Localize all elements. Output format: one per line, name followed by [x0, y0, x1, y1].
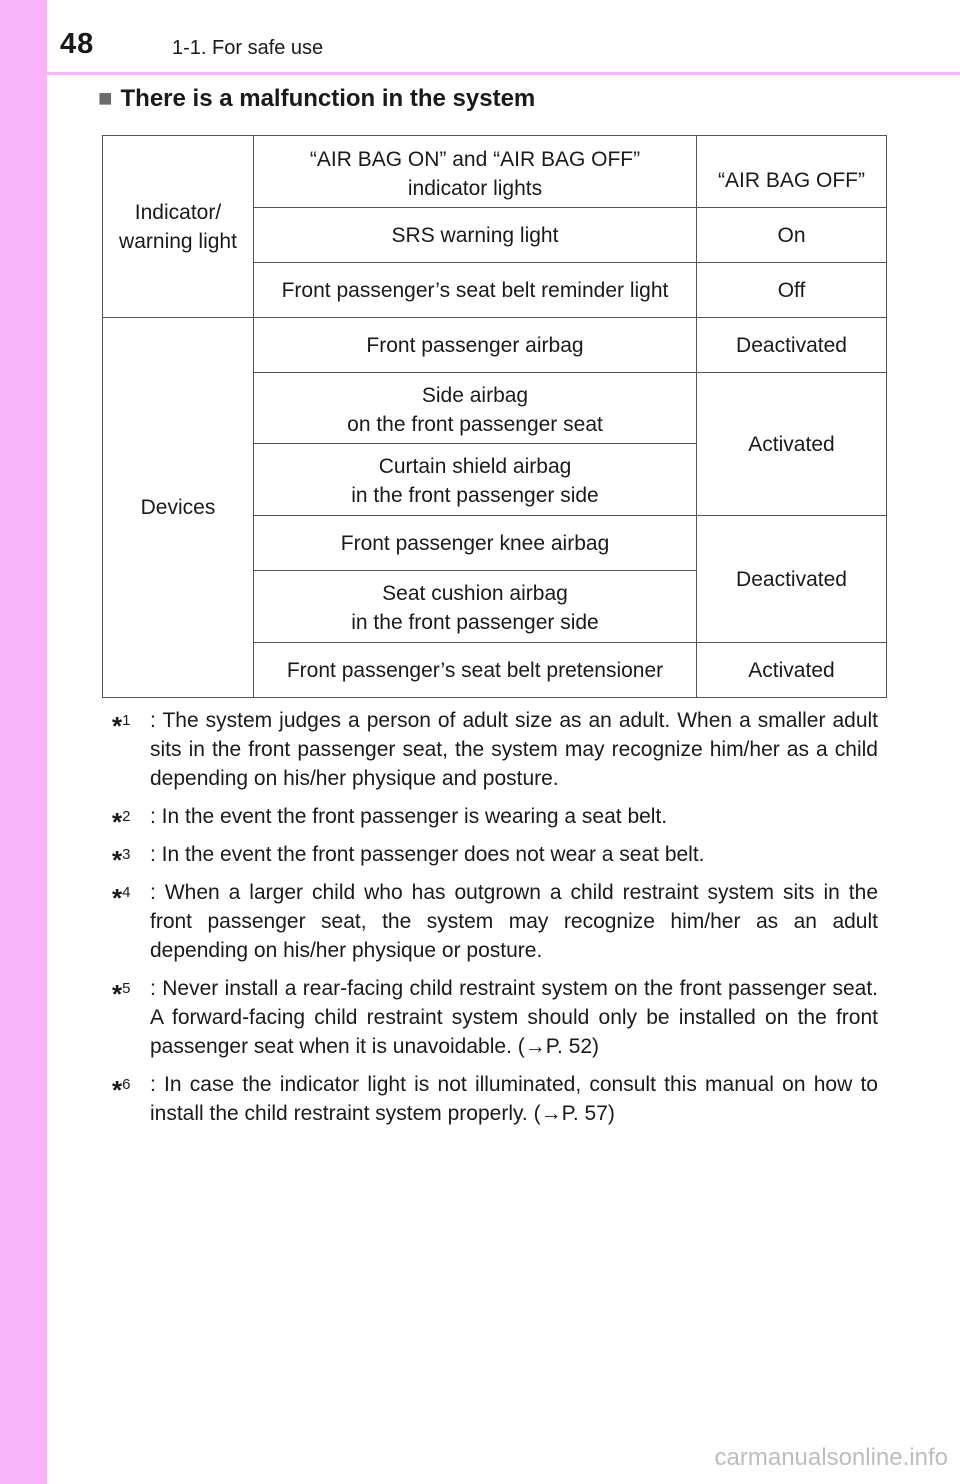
srs-value-cell: On [697, 208, 887, 263]
footnote-item [112, 802, 878, 837]
pretensioner-label-cell: Front passenger’s seat belt pretensioner [254, 643, 697, 698]
front-airbag-value-cell: Deactivated [697, 318, 887, 373]
footnote-marker: *$^3$ [112, 845, 131, 875]
indicator-header-cell: “AIR BAG ON” and “AIR BAG OFF” indicator lights [254, 136, 697, 208]
footnote-item [112, 878, 878, 965]
section-title: There is a malfunction in the system [120, 85, 536, 112]
footnote-marker: *$^4$ [112, 883, 131, 913]
footnote-text: : Never install a rear-facing child restraint system on the front passenger seat. A forward-facing child restraint system should only be installed on the front passenger seat when it is unavoidable. (→P. 52) [150, 977, 878, 1058]
footnotes [112, 706, 878, 1137]
section-heading [98, 85, 535, 113]
header-rule [47, 72, 960, 75]
airbag-status-table [102, 135, 887, 698]
footnote-marker: *$^2$ [112, 807, 131, 837]
footnote-item [112, 974, 878, 1061]
footnote-marker: *$^1$ [112, 711, 131, 741]
curtain-airbag-label-cell: Curtain shield airbag in the front passenger side [254, 444, 697, 516]
srs-label-cell: SRS warning light [254, 208, 697, 263]
side-curtain-value-cell: Activated [697, 373, 887, 516]
footnote-text: : In the event the front passenger does not wear a seat belt. [150, 843, 705, 866]
belt-reminder-label-cell: Front passenger’s seat belt reminder light [254, 263, 697, 318]
footnote-marker: *$^5$ [112, 979, 131, 1009]
footnote-item [112, 706, 878, 793]
footnote-marker: *$^6$ [112, 1075, 131, 1105]
devices-row-header: Devices [103, 318, 254, 698]
knee-cushion-value-cell: Deactivated [697, 516, 887, 643]
footnote-text: : The system judges a person of adult size as an adult. When a smaller adult sits in the front passenger seat, the system may recognize him/her as a child depending on his/her physique and posture. [150, 709, 878, 790]
table-row [103, 318, 887, 373]
footnote-text: : In the event the front passenger is wearing a seat belt. [150, 805, 668, 828]
belt-reminder-value-cell: Off [697, 263, 887, 318]
knee-airbag-label-cell: Front passenger knee airbag [254, 516, 697, 571]
watermark: carmanualsonline.info [714, 1444, 948, 1471]
chapter-label: 1-1. For safe use [172, 37, 324, 59]
page-number: 48 [60, 28, 95, 60]
indicator-header-value: “AIR BAG OFF” [697, 136, 887, 208]
indicator-row-header: Indicator/ warning light [103, 136, 254, 318]
heading-square-icon: ■ [98, 85, 113, 112]
side-color-band [0, 0, 47, 1484]
footnote-item [112, 840, 878, 875]
cushion-airbag-label-cell: Seat cushion airbag in the front passenger side [254, 571, 697, 643]
footnote-text: : When a larger child who has outgrown a child restraint system sits in the front passenger seat, the system may recognize him/her as an adult depending on his/her physique or posture. [150, 881, 878, 962]
footnote-item [112, 1070, 878, 1128]
front-airbag-label-cell: Front passenger airbag [254, 318, 697, 373]
footnote-text: : In case the indicator light is not illuminated, consult this manual on how to install the child restraint system properly. (→P. 57) [150, 1073, 878, 1125]
side-airbag-label-cell: Side airbag on the front passenger seat [254, 373, 697, 444]
pretensioner-value-cell: Activated [697, 643, 887, 698]
table-row [103, 136, 887, 208]
